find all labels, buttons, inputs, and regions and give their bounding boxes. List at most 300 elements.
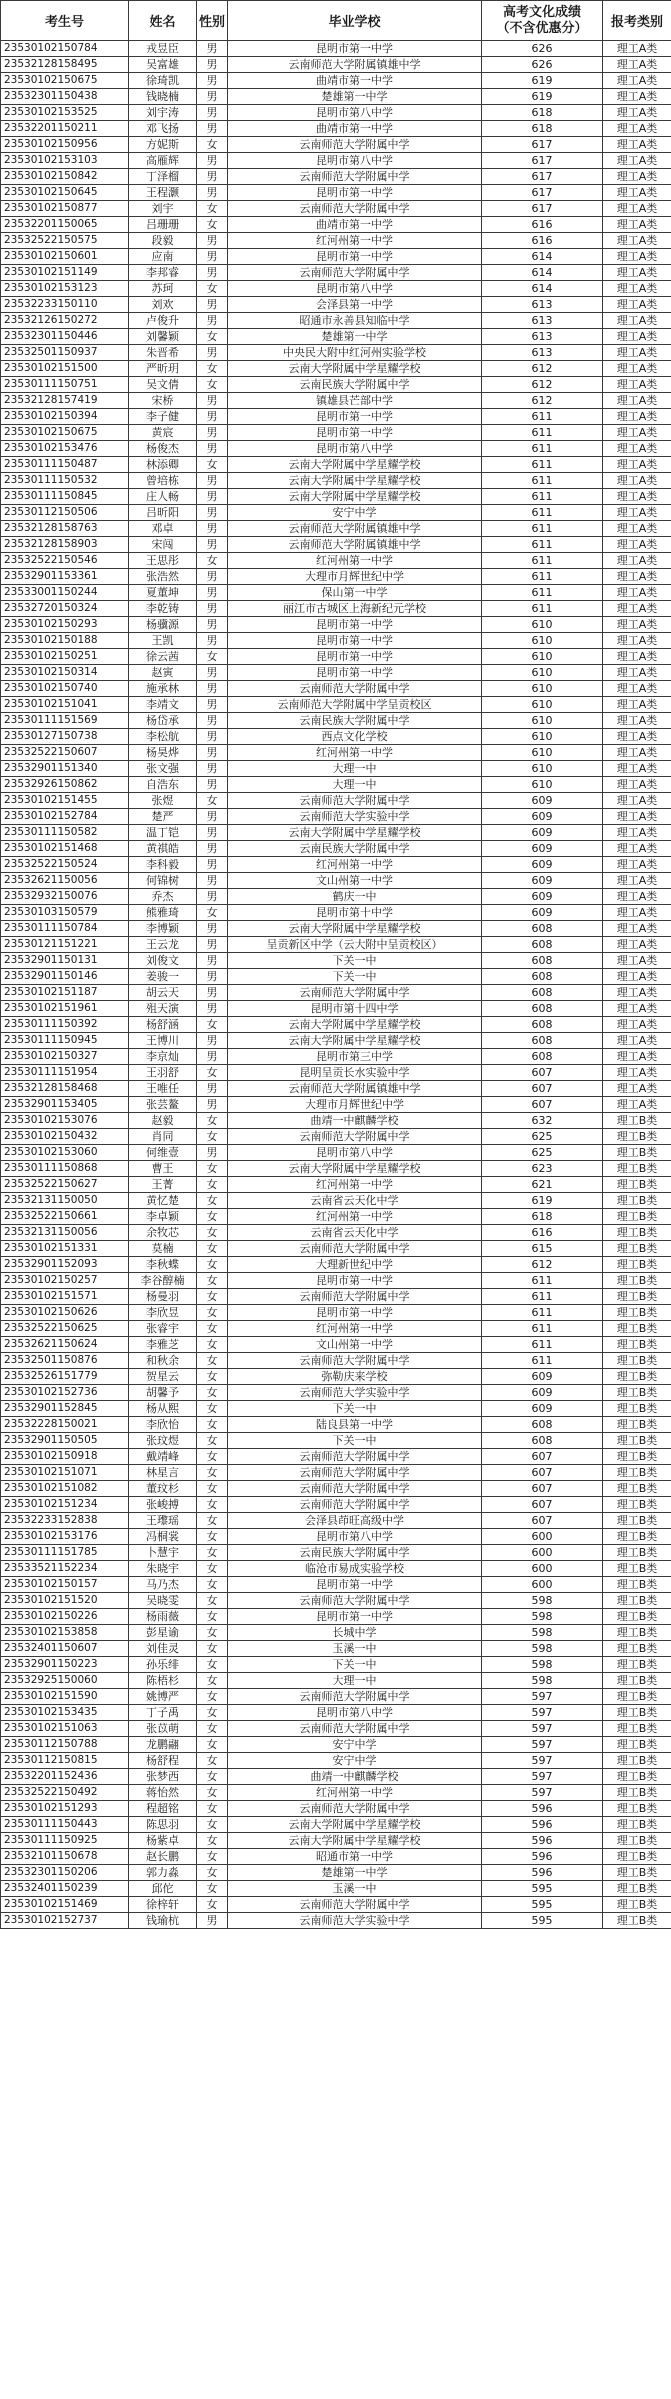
table-row (1, 713, 671, 729)
cell-category: 理工A类 (603, 489, 671, 505)
table-row (1, 457, 671, 473)
cell-category: 理工A类 (603, 505, 671, 521)
cell-student-name: 李博颖 (129, 921, 197, 937)
cell-category: 理工A类 (603, 601, 671, 617)
cell-score: 608 (482, 1433, 603, 1449)
table-row (1, 1385, 671, 1401)
cell-category: 理工B类 (603, 1337, 671, 1353)
table-row (1, 569, 671, 585)
cell-score: 608 (482, 985, 603, 1001)
cell-school: 曲靖市第一中学 (228, 121, 482, 137)
cell-gender: 女 (197, 1769, 228, 1785)
cell-school: 下关一中 (228, 969, 482, 985)
cell-candidate-id: 23532233150110 (1, 297, 129, 313)
cell-school: 云南师范大学附属中学 (228, 1465, 482, 1481)
table-row (1, 809, 671, 825)
cell-gender: 女 (197, 793, 228, 809)
cell-school: 昆明市第一中学 (228, 185, 482, 201)
cell-student-name: 戴靖峰 (129, 1449, 197, 1465)
cell-candidate-id: 23530102150675 (1, 425, 129, 441)
cell-category: 理工A类 (603, 57, 671, 73)
cell-category: 理工A类 (603, 201, 671, 217)
table-row (1, 1001, 671, 1017)
cell-category: 理工B类 (603, 1561, 671, 1577)
cell-student-name: 杨俊杰 (129, 441, 197, 457)
cell-category: 理工B类 (603, 1545, 671, 1561)
cell-student-name: 戎昱臣 (129, 41, 197, 57)
cell-school: 保山第一中学 (228, 585, 482, 601)
cell-gender: 男 (197, 185, 228, 201)
cell-score: 609 (482, 825, 603, 841)
cell-student-name: 徐琦凯 (129, 73, 197, 89)
table-row (1, 1689, 671, 1705)
cell-candidate-id: 23530102153858 (1, 1625, 129, 1641)
cell-candidate-id: 23530102150626 (1, 1305, 129, 1321)
cell-score: 632 (482, 1113, 603, 1129)
table-row (1, 329, 671, 345)
cell-student-name: 丁子禹 (129, 1705, 197, 1721)
cell-category: 理工B类 (603, 1305, 671, 1321)
table-row (1, 1897, 671, 1913)
cell-score: 607 (482, 1097, 603, 1113)
cell-score: 621 (482, 1177, 603, 1193)
cell-student-name: 刘馨颖 (129, 329, 197, 345)
cell-score: 617 (482, 201, 603, 217)
cell-category: 理工A类 (603, 697, 671, 713)
table-row (1, 873, 671, 889)
cell-category: 理工B类 (603, 1625, 671, 1641)
cell-score: 609 (482, 1385, 603, 1401)
table-row (1, 1785, 671, 1801)
table-row (1, 153, 671, 169)
cell-category: 理工B类 (603, 1129, 671, 1145)
cell-category: 理工A类 (603, 1081, 671, 1097)
cell-school: 红河州第一中学 (228, 745, 482, 761)
cell-candidate-id: 23530102150601 (1, 249, 129, 265)
cell-student-name: 吴文倩 (129, 377, 197, 393)
cell-school: 安宁中学 (228, 1737, 482, 1753)
cell-score: 610 (482, 729, 603, 745)
cell-candidate-id: 23532522150575 (1, 233, 129, 249)
cell-student-name: 张峻搏 (129, 1497, 197, 1513)
cell-candidate-id: 23530111150392 (1, 1017, 129, 1033)
cell-candidate-id: 23530102151187 (1, 985, 129, 1001)
cell-category: 理工B类 (603, 1321, 671, 1337)
cell-gender: 女 (197, 1481, 228, 1497)
cell-school: 陆良县第一中学 (228, 1417, 482, 1433)
table-row (1, 1721, 671, 1737)
cell-score: 607 (482, 1081, 603, 1097)
table-row (1, 1353, 671, 1369)
cell-school: 云南师范大学附属中学 (228, 265, 482, 281)
cell-candidate-id: 23530111151785 (1, 1545, 129, 1561)
cell-student-name: 刘宇涛 (129, 105, 197, 121)
cell-category: 理工A类 (603, 217, 671, 233)
cell-score: 597 (482, 1705, 603, 1721)
cell-school: 楚雄第一中学 (228, 329, 482, 345)
cell-school: 西点文化学校 (228, 729, 482, 745)
cell-candidate-id: 23532901151340 (1, 761, 129, 777)
cell-school: 云南师范大学附属镇雄中学 (228, 1081, 482, 1097)
cell-score: 609 (482, 905, 603, 921)
cell-school: 昭通市第一中学 (228, 1849, 482, 1865)
table-row (1, 1289, 671, 1305)
cell-candidate-id: 23530102151469 (1, 1897, 129, 1913)
cell-category: 理工A类 (603, 393, 671, 409)
cell-category: 理工A类 (603, 537, 671, 553)
cell-school: 云南师范大学附属中学 (228, 1689, 482, 1705)
cell-student-name: 邓卓 (129, 521, 197, 537)
cell-score: 608 (482, 921, 603, 937)
cell-student-name: 卢俊升 (129, 313, 197, 329)
cell-score: 597 (482, 1753, 603, 1769)
cell-school: 云南师范大学附属中学 (228, 1801, 482, 1817)
cell-score: 597 (482, 1785, 603, 1801)
cell-student-name: 黄宸 (129, 425, 197, 441)
cell-student-name: 乔杰 (129, 889, 197, 905)
table-row (1, 1737, 671, 1753)
cell-student-name: 胡馨予 (129, 1385, 197, 1401)
cell-school: 昆明市第一中学 (228, 633, 482, 649)
table-row (1, 1865, 671, 1881)
cell-category: 理工A类 (603, 185, 671, 201)
cell-school: 云南师范大学附属中学 (228, 1721, 482, 1737)
table-row (1, 1465, 671, 1481)
cell-candidate-id: 23530102150918 (1, 1449, 129, 1465)
cell-school: 昆明市第一中学 (228, 1577, 482, 1593)
cell-score: 619 (482, 89, 603, 105)
cell-gender: 男 (197, 585, 228, 601)
cell-score: 623 (482, 1161, 603, 1177)
cell-score: 608 (482, 969, 603, 985)
table-row (1, 841, 671, 857)
cell-school: 红河州第一中学 (228, 233, 482, 249)
cell-school: 下关一中 (228, 1401, 482, 1417)
cell-category: 理工B类 (603, 1497, 671, 1513)
cell-student-name: 钱瑜杭 (129, 1913, 197, 1929)
cell-candidate-id: 23530102150293 (1, 617, 129, 633)
cell-category: 理工B类 (603, 1897, 671, 1913)
cell-gender: 女 (197, 1289, 228, 1305)
cell-student-name: 陈思羽 (129, 1817, 197, 1833)
cell-student-name: 杨昊烨 (129, 745, 197, 761)
cell-student-name: 庄人畅 (129, 489, 197, 505)
cell-school: 云南师范大学附属中学呈贡校区 (228, 697, 482, 713)
cell-gender: 男 (197, 713, 228, 729)
table-row (1, 1561, 671, 1577)
table-row (1, 105, 671, 121)
cell-school: 昆明市第八中学 (228, 1529, 482, 1545)
cell-gender: 男 (197, 425, 228, 441)
cell-category: 理工A类 (603, 921, 671, 937)
cell-school: 红河州第一中学 (228, 857, 482, 873)
cell-school: 云南师范大学附属中学 (228, 169, 482, 185)
cell-gender: 女 (197, 329, 228, 345)
table-row (1, 1673, 671, 1689)
cell-candidate-id: 23530111150487 (1, 457, 129, 473)
cell-candidate-id: 23532522150546 (1, 553, 129, 569)
cell-student-name: 邱佗 (129, 1881, 197, 1897)
cell-score: 595 (482, 1897, 603, 1913)
cell-student-name: 张玟煜 (129, 1433, 197, 1449)
cell-school: 昆明市第一中学 (228, 1273, 482, 1289)
cell-student-name: 刘宇 (129, 201, 197, 217)
cell-student-name: 夏董坤 (129, 585, 197, 601)
cell-student-name: 孙乐绯 (129, 1657, 197, 1673)
cell-score: 610 (482, 761, 603, 777)
cell-student-name: 冯桐裳 (129, 1529, 197, 1545)
cell-category: 理工B类 (603, 1817, 671, 1833)
cell-student-name: 杨紫卓 (129, 1833, 197, 1849)
cell-category: 理工B类 (603, 1241, 671, 1257)
cell-category: 理工A类 (603, 937, 671, 953)
cell-student-name: 自浩东 (129, 777, 197, 793)
table-row (1, 1097, 671, 1113)
cell-score: 607 (482, 1449, 603, 1465)
cell-score: 608 (482, 1417, 603, 1433)
cell-student-name: 王瓈瑶 (129, 1513, 197, 1529)
cell-school: 云南师范大学附属中学 (228, 1593, 482, 1609)
cell-gender: 女 (197, 1369, 228, 1385)
cell-gender: 女 (197, 1321, 228, 1337)
cell-student-name: 曾培栋 (129, 473, 197, 489)
cell-school: 大理一中 (228, 777, 482, 793)
table-row (1, 1801, 671, 1817)
cell-candidate-id: 23532401150239 (1, 1881, 129, 1897)
cell-category: 理工B类 (603, 1369, 671, 1385)
cell-school: 昆明市第一中学 (228, 409, 482, 425)
cell-gender: 男 (197, 57, 228, 73)
cell-school: 云南大学附属中学星耀学校 (228, 457, 482, 473)
cell-gender: 男 (197, 89, 228, 105)
cell-score: 607 (482, 1465, 603, 1481)
cell-student-name: 杨从熙 (129, 1401, 197, 1417)
cell-category: 理工A类 (603, 985, 671, 1001)
cell-gender: 男 (197, 729, 228, 745)
cell-score: 614 (482, 249, 603, 265)
cell-school: 昆明市第八中学 (228, 1145, 482, 1161)
cell-candidate-id: 23532501150937 (1, 345, 129, 361)
cell-candidate-id: 23530112150506 (1, 505, 129, 521)
cell-school: 安宁中学 (228, 505, 482, 521)
cell-score: 609 (482, 873, 603, 889)
cell-gender: 男 (197, 969, 228, 985)
cell-score: 614 (482, 281, 603, 297)
cell-school: 昆明市第一中学 (228, 649, 482, 665)
cell-category: 理工B类 (603, 1209, 671, 1225)
cell-gender: 女 (197, 1161, 228, 1177)
cell-gender: 女 (197, 1241, 228, 1257)
cell-student-name: 王思彤 (129, 553, 197, 569)
table-row (1, 1209, 671, 1225)
cell-school: 中央民大附中红河州实验学校 (228, 345, 482, 361)
cell-candidate-id: 23530102151500 (1, 361, 129, 377)
cell-category: 理工B类 (603, 1449, 671, 1465)
cell-candidate-id: 23530102150394 (1, 409, 129, 425)
cell-candidate-id: 23530102151149 (1, 265, 129, 281)
table-row (1, 601, 671, 617)
cell-score: 597 (482, 1769, 603, 1785)
table-row (1, 249, 671, 265)
cell-category: 理工B类 (603, 1193, 671, 1209)
cell-student-name: 杨雨薇 (129, 1609, 197, 1625)
cell-school: 云南省云天化中学 (228, 1225, 482, 1241)
cell-score: 611 (482, 1321, 603, 1337)
cell-candidate-id: 23530102151590 (1, 1689, 129, 1705)
cell-score: 616 (482, 1225, 603, 1241)
cell-gender: 女 (197, 1641, 228, 1657)
cell-category: 理工A类 (603, 153, 671, 169)
cell-score: 612 (482, 1257, 603, 1273)
cell-school: 红河州第一中学 (228, 553, 482, 569)
cell-candidate-id: 23532901153361 (1, 569, 129, 585)
table-row (1, 361, 671, 377)
cell-score: 609 (482, 841, 603, 857)
cell-student-name: 曹王 (129, 1161, 197, 1177)
cell-candidate-id: 23530112150815 (1, 1753, 129, 1769)
cell-school: 云南师范大学附属中学 (228, 137, 482, 153)
table-row (1, 297, 671, 313)
cell-student-name: 刘欢 (129, 297, 197, 313)
table-row (1, 393, 671, 409)
cell-category: 理工B类 (603, 1257, 671, 1273)
cell-gender: 男 (197, 297, 228, 313)
cell-student-name: 余牧芯 (129, 1225, 197, 1241)
cell-category: 理工B类 (603, 1881, 671, 1897)
cell-school: 昆明市第一中学 (228, 665, 482, 681)
cell-candidate-id: 23532301150438 (1, 89, 129, 105)
cell-gender: 女 (197, 361, 228, 377)
cell-gender: 男 (197, 1081, 228, 1097)
table-header (1, 1, 671, 41)
cell-candidate-id: 23532233152838 (1, 1513, 129, 1529)
cell-category: 理工B类 (603, 1673, 671, 1689)
cell-school: 下关一中 (228, 1433, 482, 1449)
cell-category: 理工A类 (603, 713, 671, 729)
cell-gender: 男 (197, 745, 228, 761)
cell-student-name: 卜慧宇 (129, 1545, 197, 1561)
table-row (1, 169, 671, 185)
cell-school: 曲靖市第一中学 (228, 73, 482, 89)
table-row (1, 1593, 671, 1609)
table-row (1, 425, 671, 441)
cell-student-name: 肖同 (129, 1129, 197, 1145)
cell-student-name: 熊雅琦 (129, 905, 197, 921)
cell-candidate-id: 23533001150244 (1, 585, 129, 601)
cell-category: 理工A类 (603, 745, 671, 761)
cell-gender: 女 (197, 1417, 228, 1433)
cell-category: 理工A类 (603, 617, 671, 633)
table-row (1, 1545, 671, 1561)
table-row (1, 1129, 671, 1145)
cell-student-name: 王菁 (129, 1177, 197, 1193)
cell-candidate-id: 23532621150056 (1, 873, 129, 889)
cell-gender: 男 (197, 313, 228, 329)
table-row (1, 1065, 671, 1081)
cell-gender: 女 (197, 137, 228, 153)
cell-category: 理工B类 (603, 1865, 671, 1881)
cell-candidate-id: 23530102153176 (1, 1529, 129, 1545)
table-row (1, 1033, 671, 1049)
cell-gender: 男 (197, 505, 228, 521)
cell-category: 理工B类 (603, 1849, 671, 1865)
cell-candidate-id: 23530102151331 (1, 1241, 129, 1257)
cell-gender: 男 (197, 409, 228, 425)
cell-candidate-id: 23530102150645 (1, 185, 129, 201)
cell-school: 文山州第一中学 (228, 1337, 482, 1353)
cell-school: 楚雄第一中学 (228, 1865, 482, 1881)
cell-school: 云南师范大学附属镇雄中学 (228, 57, 482, 73)
cell-student-name: 邓飞扬 (129, 121, 197, 137)
cell-student-name: 李子健 (129, 409, 197, 425)
cell-school: 丽江市古城区上海新纪元学校 (228, 601, 482, 617)
cell-student-name: 杨曼羽 (129, 1289, 197, 1305)
cell-candidate-id: 23530102153103 (1, 153, 129, 169)
cell-category: 理工A类 (603, 121, 671, 137)
cell-score: 610 (482, 745, 603, 761)
table-row (1, 1145, 671, 1161)
cell-category: 理工A类 (603, 1049, 671, 1065)
cell-category: 理工B类 (603, 1689, 671, 1705)
cell-candidate-id: 23532901150131 (1, 953, 129, 969)
table-row (1, 1657, 671, 1673)
cell-category: 理工B类 (603, 1481, 671, 1497)
cell-score: 613 (482, 345, 603, 361)
cell-gender: 男 (197, 825, 228, 841)
cell-score: 607 (482, 1065, 603, 1081)
cell-category: 理工B类 (603, 1225, 671, 1241)
cell-school: 昆明市第十四中学 (228, 1001, 482, 1017)
cell-gender: 女 (197, 1689, 228, 1705)
cell-gender: 女 (197, 1513, 228, 1529)
table-row (1, 137, 671, 153)
cell-gender: 男 (197, 633, 228, 649)
table-row (1, 969, 671, 985)
cell-candidate-id: 23530102150740 (1, 681, 129, 697)
cell-student-name: 林星言 (129, 1465, 197, 1481)
cell-candidate-id: 23530102150257 (1, 1273, 129, 1289)
cell-candidate-id: 23530102151063 (1, 1721, 129, 1737)
cell-school: 昆明市第一中学 (228, 41, 482, 57)
cell-category: 理工A类 (603, 857, 671, 873)
cell-student-name: 蒋怡然 (129, 1785, 197, 1801)
table-row (1, 1225, 671, 1241)
cell-category: 理工A类 (603, 761, 671, 777)
cell-score: 625 (482, 1129, 603, 1145)
cell-score: 596 (482, 1817, 603, 1833)
header-score-line2: （不含优惠分） (496, 20, 588, 36)
cell-student-name: 彭星谕 (129, 1625, 197, 1641)
table-row (1, 649, 671, 665)
cell-gender: 女 (197, 1625, 228, 1641)
table-row (1, 1433, 671, 1449)
cell-score: 598 (482, 1593, 603, 1609)
cell-category: 理工A类 (603, 1001, 671, 1017)
cell-student-name: 吕珊珊 (129, 217, 197, 233)
header-name: 姓名 (129, 1, 197, 41)
cell-school: 云南师范大学实验中学 (228, 809, 482, 825)
cell-student-name: 李欣昱 (129, 1305, 197, 1321)
cell-candidate-id: 23533521152234 (1, 1561, 129, 1577)
cell-student-name: 张煜 (129, 793, 197, 809)
cell-candidate-id: 23532401150607 (1, 1641, 129, 1657)
cell-category: 理工A类 (603, 137, 671, 153)
cell-school: 云南师范大学附属中学 (228, 1897, 482, 1913)
cell-student-name: 李欣怡 (129, 1417, 197, 1433)
cell-student-name: 高雁辉 (129, 153, 197, 169)
cell-score: 611 (482, 1305, 603, 1321)
table-row (1, 313, 671, 329)
